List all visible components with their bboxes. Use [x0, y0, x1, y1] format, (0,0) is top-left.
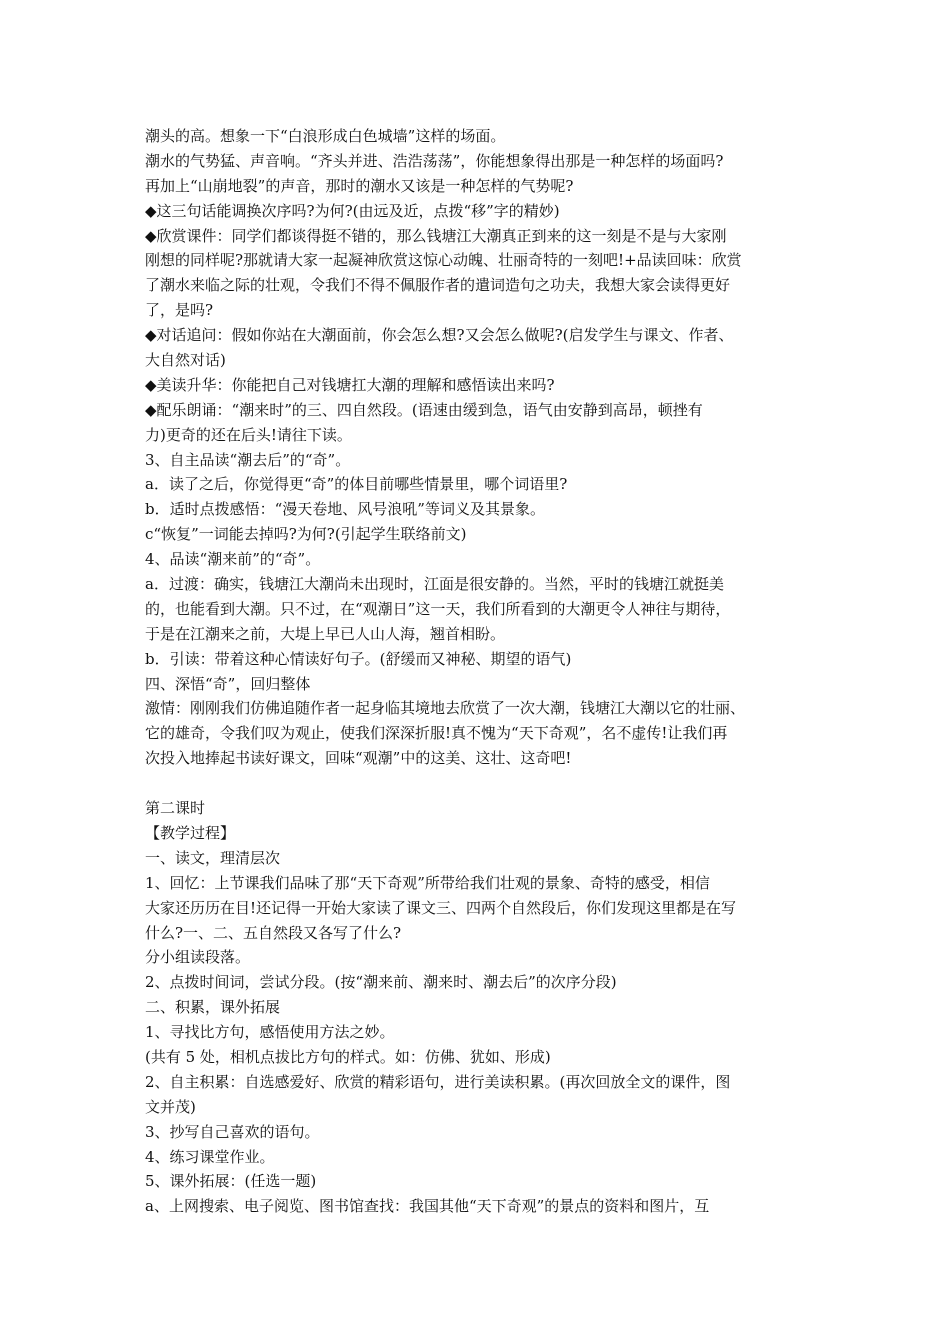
text-line: 了潮水来临之际的壮观，令我们不得不佩服作者的遣词造句之功夫，我想大家会读得更好: [145, 276, 731, 295]
text-line: 四、深悟“奇”，回归整体: [145, 674, 311, 693]
text-line: 文并茂): [145, 1097, 196, 1116]
text-line: ◆对话追问：假如你站在大潮面前，你会怎么想?又会怎么做呢?(启发学生与课文、作者、: [145, 326, 734, 345]
text-line: 第二课时: [145, 799, 206, 818]
text-line: 于是在江潮来之前，大堤上早已人山人海，翘首相盼。: [145, 624, 506, 643]
text-line: 分小组读段落。: [145, 948, 251, 967]
text-line: 一、读文，理清层次: [145, 848, 281, 867]
blank-line: [145, 771, 815, 796]
text-line: ◆欣赏课件：同学们都谈得挺不错的，那么钱塘江大潮真正到来的这一刻是不是与大家刚: [145, 226, 727, 245]
text-line: a．过渡：确实，钱塘江大潮尚未出现时，江面是很安静的。当然，平时的钱塘江就挺美: [145, 575, 724, 594]
text-line: 次投入地捧起书读好课文，回味“观潮”中的这美、这壮、这奇吧!: [145, 749, 572, 768]
text-line: 2、点拨时间词，尝试分段。(按“潮来前、潮来时、潮去后”的次序分段): [145, 973, 617, 992]
text-line: 3、抄写自己喜欢的语句。: [145, 1122, 320, 1141]
text-line: 大自然对话): [145, 351, 226, 370]
text-line: a、上网搜索、电子阅览、图书馆查找：我国其他“天下奇观”的景点的资料和图片，互: [145, 1197, 710, 1216]
text-line: 力)更奇的还在后头!请往下读。: [145, 425, 352, 444]
text-line: 1、寻找比方句，感悟使用方法之妙。: [145, 1023, 395, 1042]
text-line: c“恢复”一词能去掉吗?为何?(引起学生联络前文): [145, 525, 467, 544]
text-line: 2、自主积累：自选感爱好、欣赏的精彩语句，进行美读积累。(再次回放全文的课件，图: [145, 1072, 731, 1091]
text-line: ◆这三句话能调换次序吗?为何?(由远及近，点拨“移”字的精妙): [145, 201, 560, 220]
text-line: 二、积累，课外拓展: [145, 998, 281, 1017]
text-line: b．适时点拨感悟：“漫天卷地、风号浪吼”等词义及其景象。: [145, 500, 545, 519]
text-line: 大家还历历在目!还记得一开始大家读了课文三、四两个自然段后，你们发现这里都是在写: [145, 898, 737, 917]
text-line: 了，是吗?: [145, 301, 214, 320]
text-line: 它的雄奇，令我们叹为观止，使我们深深折服!真不愧为“天下奇观”，名不虚传!让我们再: [145, 724, 728, 743]
text-line: 的，也能看到大潮。只不过，在“观潮日”这一天，我们所看到的大潮更令人神往与期待，: [145, 599, 731, 618]
text-line: 4、品读“潮来前”的“奇”。: [145, 550, 321, 569]
text-line: ◆配乐朗诵：“潮来时”的三、四自然段。(语速由缓到急，语气由安静到高昂，顿挫有: [145, 400, 703, 419]
text-line: 4、练习课堂作业。: [145, 1147, 275, 1166]
text-line: 5、课外拓展：(任选一题): [145, 1172, 317, 1191]
text-line: 1、回忆：上节课我们品味了那“天下奇观”所带给我们壮观的景象、奇特的感受，相信: [145, 873, 710, 892]
text-line: b．引读：带着这种心情读好句子。(舒缓而又神秘、期望的语气): [145, 649, 572, 668]
text-line: 激情：刚刚我们仿佛追随作者一起身临其境地去欣赏了一次大潮，钱塘江大潮以它的壮丽、: [145, 699, 746, 718]
text-line: 3、自主品读“潮去后”的“奇”。: [145, 450, 351, 469]
document-body: [145, 124, 815, 1219]
text-line: (共有 5 处，相机点拔比方句的样式。如：仿佛、犹如、形成): [145, 1047, 551, 1066]
text-line: 【教学过程】: [145, 823, 236, 842]
text-line: ◆美读升华：你能把自己对钱塘扛大潮的理解和感悟读出来吗?: [145, 375, 555, 394]
text-line: 潮水的气势猛、声音响。“齐头并进、浩浩荡荡”，你能想象得出那是一种怎样的场面吗?: [145, 151, 724, 170]
text-line: 刚想的同样呢?那就请大家一起凝神欣赏这惊心动魄、壮丽奇特的一刻吧!+品读回味：欣赏: [145, 251, 742, 270]
text-line: 潮头的高。想象一下“白浪形成白色城墙”这样的场面。: [145, 127, 506, 145]
text-line: a．读了之后，你觉得更“奇”的体目前哪些情景里，哪个词语里?: [145, 475, 568, 494]
text-line: 再加上“山崩地裂”的声音，那时的潮水又该是一种怎样的气势呢?: [145, 176, 574, 195]
text-line: 什么?一、二、五自然段又各写了什么?: [145, 923, 402, 942]
